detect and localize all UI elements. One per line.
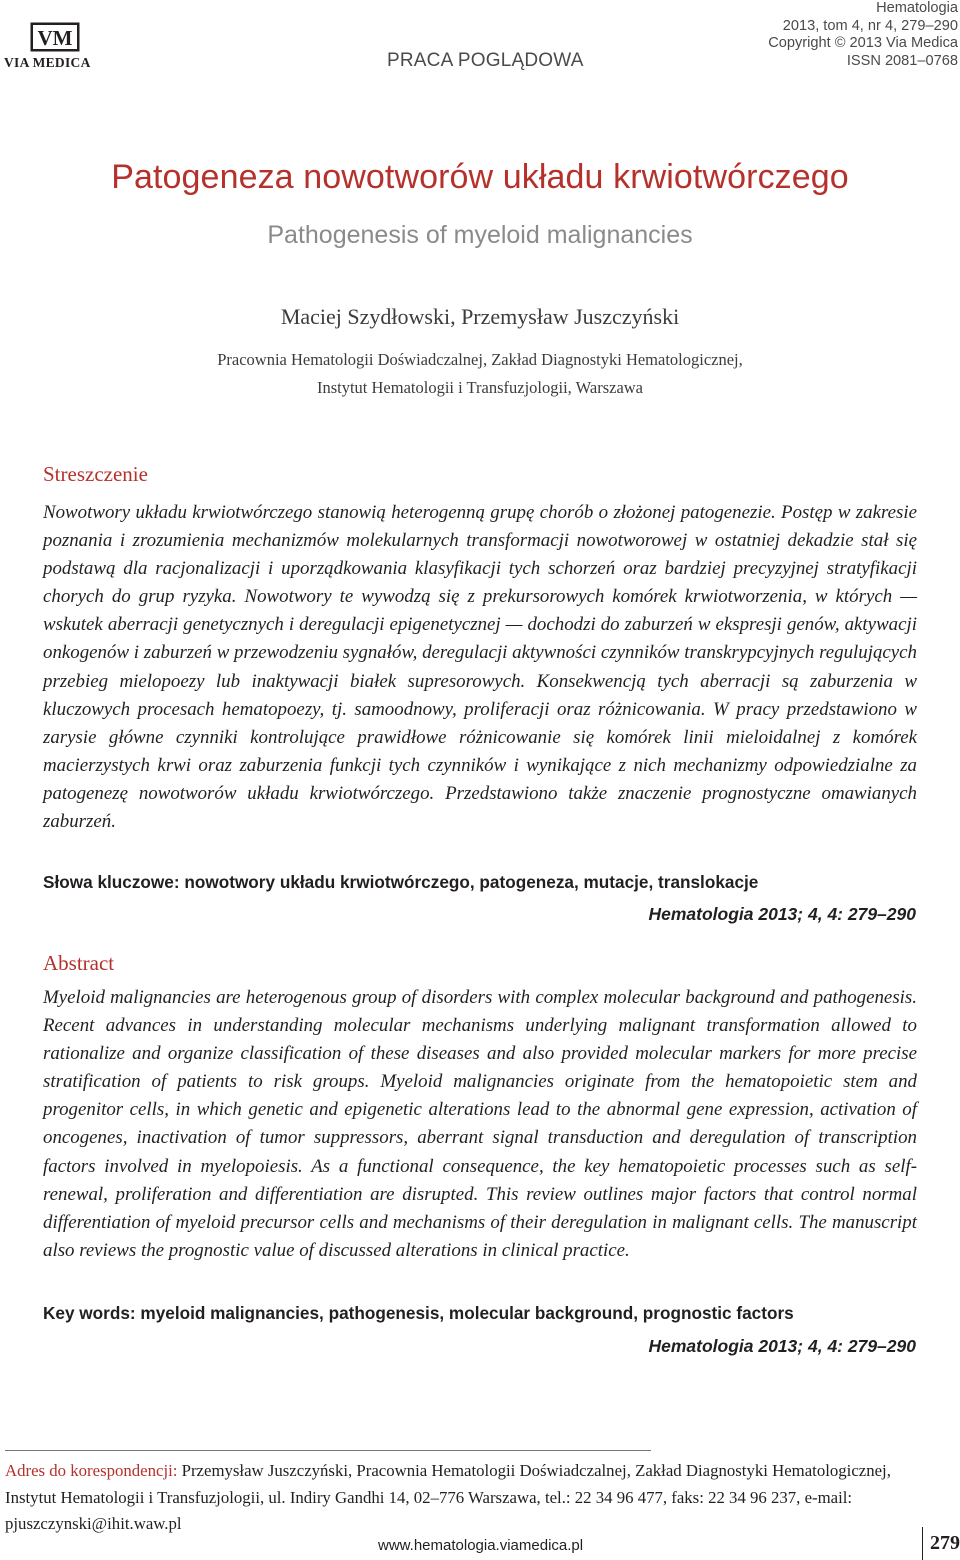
logo-name: VIA MEDICA: [4, 55, 91, 70]
keywords-pl: Słowa kluczowe: nowotwory układu krwiotwórczego, patogeneza, mutacje, translokacje: [43, 872, 759, 892]
page-number-rule: [922, 1527, 923, 1560]
affiliation-line: Pracownia Hematologii Doświadczalnej, Zakład Diagnostyki Hematologicznej,: [217, 350, 743, 369]
citation-pl: Hematologia 2013; 4, 4: 279–290: [648, 904, 916, 924]
journal-issn: ISSN 2081–0768: [846, 52, 958, 69]
via-medica-logo-icon: [30, 22, 80, 52]
journal-info: [768, 0, 958, 70]
publisher-logo: [4, 22, 104, 72]
citation-en: Hematologia 2013; 4, 4: 279–290: [648, 1336, 916, 1356]
journal-website-link[interactable]: www.hematologia.viamedica.pl: [378, 1537, 584, 1554]
article-subtitle: Pathogenesis of myeloid malignancies: [267, 221, 693, 249]
abstract-text: Myeloid malignancies are heterogenous group of disorders with complex molecular background and pathogenesis. Recent advances in understanding molecular mechanisms underlying malignant transformation allowed to rationalize and organize classification of these diseases and also provided molecular markers for more precise stratification of patients to risk groups. Myeloid malignancies originate from the hematopoietic stem and progenitor cells, in which genetic and epigenetic alterations lead to the abnormal gene expression, activation of oncogenes, inactivation of tumor suppressors, aberrant signal transduction and deregulation of transcription factors involved in myelopoiesis. As a functional consequence, the key hematopoietic processes such as self-renewal, proliferation and differentiation are disrupted. This review outlines major factors that control normal differentiation of myeloid precursor cells and mechanisms of their deregulation in malignant cells. The manuscript also reviews the prognostic value of discussed alterations in clinical practice.: [43, 987, 917, 1261]
streszczenie-text: Nowotwory układu krwiotwórczego stanowią heterogenną grupę chorób o złożonej patogenezie. Postęp w zakresie poznania i zrozumienia mechanizmów molekularnych transformacji nowotworowej w ostatniej dekadzie stał się podstawą dla racjonalizacji i uporządkowania klasyfikacji tych schorzeń oraz bardziej precyzyjnej stratyfikacji chorych do grup ryzyka. Nowotwory te wywodzą się z prekursorowych komórek krwiotworzenia, w których — wskutek aberracji genetycznych i deregulacji epigenetycznej — dochodzi do zaburzeń w ekspresji genów, aktywacji onkogenów i zaburzeń w przewodzeniu sygnałów, deregulacji aktywności czynników transkrypcyjnych regulujących przebieg mielopoezy lub inaktywacji białek supresorowych. Konsekwencją tych aberracji są zaburzenia w kluczowych procesach hematopoezy, tj. samoodnowy, proliferacji oraz różnicowania. W pracy przedstawiono w zarysie główne czynniki kontrolujące prawidłowe różnicowanie się komórek linii mieloidalnej z komórek macierzystych krwi oraz zaburzenia funkcji tych czynników i wynikające z nich mechanizmy odpowiedzialne za patogenezę nowotworów układu krwiotwórczego. Przedstawiono także znaczenie prognostyczne omawianych zaburzeń.: [43, 502, 917, 833]
abstract-heading: Abstract: [43, 951, 115, 975]
correspondence-address: [5, 1458, 915, 1538]
page-number: 279: [930, 1532, 960, 1554]
journal-volume: 2013, tom 4, nr 4, 279–290: [782, 17, 958, 34]
footnote-divider: [5, 1450, 651, 1451]
journal-name: Hematologia: [876, 0, 958, 16]
section-label: PRACA POGLĄDOWA: [387, 50, 584, 71]
correspondence-label: Adres do korespondencji:: [5, 1461, 178, 1480]
correspondence-text: Przemysław Juszczyński, Pracownia Hematologii Doświadczalnej, Zakład Diagnostyki Hematologicznej, Instytut Hematologii i Transfuzjologii, ul. Indiry Gandhi 14, 02–776 Warszawa, tel.: 22 34 96 477, faks: 22 34 96 237, e-mail: pjuszczynski@ihit.waw.pl: [5, 1461, 891, 1533]
article-authors: Maciej Szydłowski, Przemysław Juszczyński: [280, 304, 680, 329]
streszczenie-heading: Streszczenie: [43, 462, 148, 486]
affiliation-line: Instytut Hematologii i Transfuzjologii, Warszawa: [316, 378, 644, 397]
logo-letters: VM: [37, 26, 73, 50]
keywords-en: Key words: myeloid malignancies, pathogenesis, molecular background, prognostic factors: [43, 1303, 794, 1323]
author-affiliation: [0, 346, 960, 402]
journal-copyright: Copyright © 2013 Via Medica: [768, 35, 958, 51]
article-title: Patogeneza nowotworów układu krwiotwórczego: [111, 158, 849, 196]
